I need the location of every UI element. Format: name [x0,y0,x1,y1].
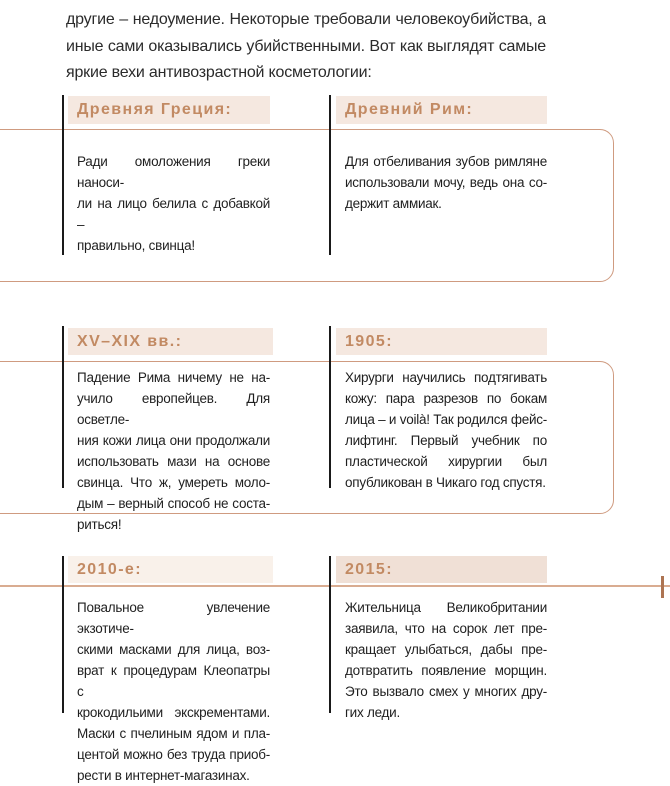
text-line: опубликован в Чикаго год спустя. [345,475,546,490]
era-header-xv-xix: XV–XIX вв.: [68,328,273,355]
text-line: лифтинг. Первый учебник по [345,433,547,448]
column-divider-line [329,95,331,255]
era-header-1905: 1905: [336,328,547,355]
text-line: Хирурги научились подтягивать [345,370,547,385]
era-header-ancient-greece: Древняя Греция: [68,96,270,124]
text-line: заявила, что на сорок лет пре- [345,621,547,636]
text-line: учило европейцев. Для осветле- [77,391,270,427]
text-line: дотвратить появление морщин. [345,663,547,678]
column-divider-line [62,95,64,255]
text-line: использовали мочу, ведь она со- [345,175,547,190]
text-line: Маски с пчелиным ядом и пла- [77,726,270,741]
text-line: свинца. Что ж, умереть моло- [77,475,270,490]
text-line: Жительница Великобритании [345,600,547,615]
text-line: Падение Рима ничему не на- [77,370,270,385]
text-line: использовать мази на основе [77,454,270,469]
text-line: риться! [77,517,122,532]
text-line: скими масками для лица, воз- [77,642,270,657]
era-header-2010s: 2010-е: [68,556,273,583]
column-divider-line [329,556,331,713]
text-line: Повальное увлечение экзотиче- [77,600,270,636]
text-line: лица – и voilà! Так родился фейс- [345,412,548,427]
text-line: Для отбеливания зубов римляне [345,154,547,169]
era-header-2015: 2015: [336,556,547,583]
era-description-xv-xix [68,367,270,535]
era-description-ancient-rome [336,151,547,214]
text-line: кожу: пара разрезов по бокам [345,391,547,406]
text-line: иные сами оказывались убийственными. Вот как выглядят самые [66,37,546,55]
text-line: рести в интернет-магазинах. [77,768,250,783]
text-line: Это вызвало смех у многих дру- [345,684,547,699]
text-line: держит аммиак. [345,196,442,211]
era-description-ancient-greece [68,151,270,256]
era-description-2015 [336,597,547,723]
column-divider-line [62,326,64,488]
text-line: крокодильими экскрементами. [77,705,270,720]
text-line: яркие вехи антивозрастной косметологии: [66,64,372,81]
era-description-2010s [68,597,270,786]
text-line: пластической хирургии был [345,454,547,469]
column-divider-line [62,556,64,713]
text-line: врат к процедурам Клеопатры с [77,663,270,699]
section-divider-line [0,585,670,587]
text-line: Ради омоложения греки наноси- [77,154,270,190]
text-line: другие – недоумение. Некоторые требовали человекоубийства, а [66,11,546,28]
intro-paragraph [66,7,546,87]
era-header-ancient-rome: Древний Рим: [336,96,547,124]
page-edge-tick [661,576,664,598]
text-line: дым – верный способ не соста- [77,496,270,511]
text-line: ли на лицо белила с добавкой – [77,196,270,232]
text-line: ния кожи лица они продолжали [77,433,270,448]
column-divider-line [329,326,331,488]
text-line: центой можно без труда приоб- [77,747,270,762]
era-description-1905 [336,367,547,493]
text-line: гих леди. [345,705,400,720]
text-line: правильно, свинца! [77,238,195,253]
text-line: кращает улыбаться, дабы пре- [345,642,547,657]
